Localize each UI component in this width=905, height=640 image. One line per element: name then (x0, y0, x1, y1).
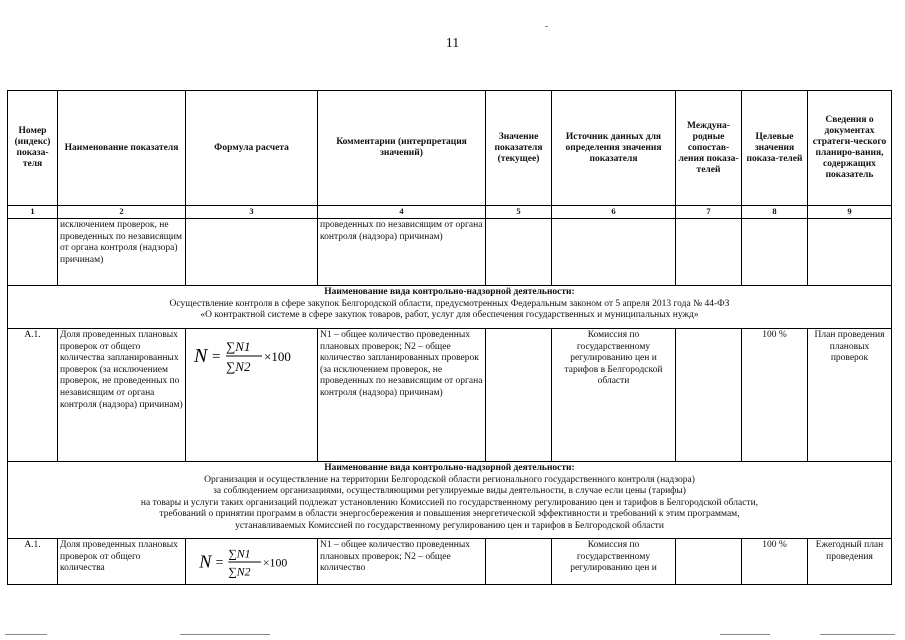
column-number: 4 (318, 206, 486, 219)
scan-mark (5, 634, 47, 635)
formula-cell (186, 539, 318, 585)
section-text: за соблюдением организациями, осуществляющими регулируемые виды деятельности, в случае если цены (тарифы) (213, 486, 686, 497)
header-data-source: Источник данных для определения значения показателя (552, 91, 676, 206)
formula-denominator: ∑N2 (227, 564, 251, 579)
formula-cell (186, 329, 318, 462)
formula-lhs: N (193, 345, 207, 367)
formula-graphic (192, 542, 312, 582)
cell-empty (486, 219, 552, 286)
indicators-table (7, 90, 892, 585)
header-index: Номер (индекс) показа-теля (8, 91, 58, 206)
indicator-code: А.1. (8, 329, 58, 462)
current-value (486, 539, 552, 585)
section-text: Осуществление контроля в сфере закупок Белгородской области, предусмотренных Федеральным законом от 5 апреля 2013 года № 44-ФЗ (169, 298, 730, 309)
column-number: 7 (676, 206, 742, 219)
formula-equals: = (211, 349, 220, 365)
cell-empty (808, 219, 892, 286)
section-title: Наименование вида контрольно-надзорной деятельности: (324, 287, 575, 297)
column-number: 1 (8, 206, 58, 219)
column-number: 8 (742, 206, 808, 219)
section-heading (8, 462, 892, 539)
current-value (486, 329, 552, 462)
indicator-name: исключением проверок, не проведенных по независящим от органа контроля (надзора) причинам) (58, 219, 186, 286)
cell-empty (676, 219, 742, 286)
international-comparison (676, 329, 742, 462)
section-text: требований о принятии программ в области энергосбережения и повышения энергетической эффективности и требований к этим программам, (159, 509, 740, 520)
section-heading (8, 286, 892, 329)
formula-denominator: ∑N2 (225, 359, 250, 374)
formula-numerator: ∑N1 (225, 339, 250, 354)
table-row (8, 329, 892, 462)
international-comparison (676, 539, 742, 585)
header-formula: Формула расчета (186, 91, 318, 206)
header-international: Междуна-родные сопостав-ления показа-телей (676, 91, 742, 206)
header-target-values: Целевые значения показа-телей (742, 91, 808, 206)
table-row (8, 539, 892, 585)
target-value: 100 % (742, 539, 808, 585)
strategic-document: План проведения плановых проверок (808, 329, 892, 462)
strategic-document: Ежегодный план проведения (808, 539, 892, 585)
header-strategic-docs: Сведения о документах стратеги-ческого планиро-вания, содержащих показатель (808, 91, 892, 206)
formula-equals: = (215, 554, 223, 570)
scan-mark (180, 634, 270, 635)
section-heading-row (8, 286, 892, 329)
column-number: 2 (58, 206, 186, 219)
formula (188, 540, 315, 582)
column-numbers-row (8, 206, 892, 219)
header-name: Наименование показателя (58, 91, 186, 206)
column-number: 6 (552, 206, 676, 219)
cell-empty (742, 219, 808, 286)
scan-mark (545, 26, 548, 27)
table-row (8, 219, 892, 286)
header-comments: Комментарии (интерпретация значений) (318, 91, 486, 206)
data-source: Комиссия по государственному регулированию цен и (552, 539, 676, 585)
formula-lhs: N (198, 551, 211, 572)
target-value: 100 % (742, 329, 808, 462)
formula-multiplier: ×100 (263, 349, 291, 364)
table-header-row (8, 91, 892, 206)
column-number: 5 (486, 206, 552, 219)
data-source: Комиссия по государственному регулированию цен и тарифов в Белгородской области (552, 329, 676, 462)
scan-mark (720, 634, 770, 635)
section-text: на товары и услуги таких организаций подлежат установлению Комиссией по государственному регулированию цен и тарифов в Белгородской области, (140, 497, 759, 508)
header-current-value: Значение показателя (текущее) (486, 91, 552, 206)
indicator-comment: проведенных по независящим от органа контроля (надзора) причинам) (318, 219, 486, 286)
column-number: 3 (186, 206, 318, 219)
section-heading-row (8, 462, 892, 539)
indicator-name: Доля проведенных плановых проверок от общего количества запланированных проверок (за исключением проверок, не проведенных по независящим от органа контроля (надзора) причинам) (58, 329, 186, 462)
section-text: Организация и осуществление на территории Белгородской области регионального государственного контроля (надзора) (204, 474, 695, 485)
cell-empty (186, 219, 318, 286)
cell-empty (552, 219, 676, 286)
section-title: Наименование вида контрольно-надзорной деятельности: (324, 463, 575, 473)
formula (188, 330, 315, 378)
column-number: 9 (808, 206, 892, 219)
indicator-comment: N1 – общее количество проведенных плановых проверок; N2 – общее количество (318, 539, 486, 585)
section-text: «О контрактной системе в сфере закупок товаров, работ, услуг для обеспечения государственных и муниципальных нужд» (200, 310, 699, 321)
formula-graphic (192, 334, 312, 378)
indicator-name: Доля проведенных плановых проверок от общего количества (58, 539, 186, 585)
indicator-comment: N1 – общее количество проведенных плановых проверок; N2 – общее количество запланированных проверок (за исключением проверок, не проведенных по независящим от органа контроля (надзора) причинам) (318, 329, 486, 462)
formula-multiplier: ×100 (262, 555, 287, 570)
indicator-code: А.1. (8, 539, 58, 585)
formula-numerator: ∑N1 (227, 546, 251, 561)
cell-empty (8, 219, 58, 286)
scan-mark (820, 634, 895, 635)
page-number: 11 (445, 36, 460, 51)
section-text: устанавливаемых Комиссией по государственному регулированию цен и тарифов в Белгородской области (235, 520, 664, 531)
